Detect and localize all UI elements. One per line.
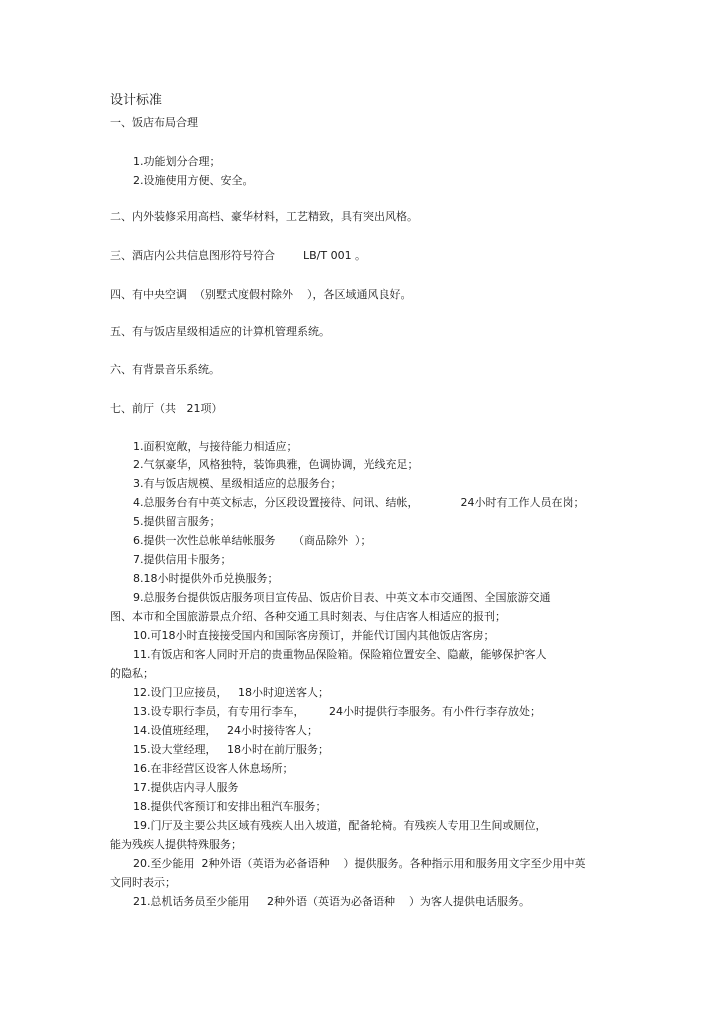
section-paragraph: 二、内外装修采用高档、豪华材料，工艺精致，具有突出风格。 bbox=[110, 210, 418, 223]
list-item: 8.18小时提供外币兑换服务； bbox=[133, 572, 279, 585]
list-item: 12.设门卫应接员， 18小时迎送客人； bbox=[133, 686, 329, 699]
list-item-continuation: 能为残疾人提供特殊服务； bbox=[110, 838, 242, 851]
list-item: 13.设专职行李员，有专用行李车， 24小时提供行李服务。有小件行李存放处； bbox=[133, 705, 541, 718]
list-item: 11.有饭店和客人同时开启的贵重物品保险箱。保险箱位置安全、隐蔽，能够保护客人 bbox=[133, 648, 547, 661]
list-item: 9.总服务台提供饭店服务项目宣传品、饭店价目表、中英文本市交通图、全国旅游交通 bbox=[133, 591, 551, 604]
list-item: 3.有与饭店规模、星级相适应的总服务台； bbox=[133, 477, 342, 490]
list-item: 4.总服务台有中英文标志，分区段设置接待、问讯、结帐， 24小时有工作人员在岗； bbox=[133, 496, 585, 509]
list-item: 21.总机话务员至少能用 2种外语（英语为必备语种 ）为客人提供电话服务。 bbox=[133, 895, 530, 908]
list-item-continuation: 的隐私； bbox=[110, 667, 154, 680]
list-item: 2.气氛豪华，风格独特，装饰典雅，色调协调，光线充足； bbox=[133, 458, 419, 471]
list-item: 1.功能划分合理； bbox=[133, 155, 221, 168]
list-item: 16.在非经营区设客人休息场所； bbox=[133, 762, 294, 775]
section-paragraph: 四、有中央空调 （别墅式度假村除外 ），各区域通风良好。 bbox=[110, 288, 412, 301]
section-paragraph: 五、有与饭店星级相适应的计算机管理系统。 bbox=[110, 325, 330, 338]
list-item: 14.设值班经理， 24小时接待客人； bbox=[133, 724, 318, 737]
list-item: 2.设施使用方便、安全。 bbox=[133, 174, 254, 187]
list-item: 15.设大堂经理， 18小时在前厅服务； bbox=[133, 743, 329, 756]
list-item-continuation: 图、本市和全国旅游景点介绍、各种交通工具时刻表、与住店客人相适应的报刊； bbox=[110, 610, 506, 623]
list-item: 5.提供留言服务； bbox=[133, 515, 221, 528]
section-heading: 七、前厅（共 21项） bbox=[110, 402, 223, 415]
list-item: 7.提供信用卡服务； bbox=[133, 553, 232, 566]
page-title: 设计标准 bbox=[110, 93, 163, 108]
section-heading: 一、饭店布局合理 bbox=[110, 116, 198, 129]
list-item: 1.面积宽敞，与接待能力相适应； bbox=[133, 440, 298, 453]
list-item: 6.提供一次性总帐单结帐服务 （商品除外 ）； bbox=[133, 534, 372, 547]
list-item-continuation: 文同时表示； bbox=[110, 876, 176, 889]
section-paragraph: 三、酒店内公共信息图形符号符合 LB/T 001 。 bbox=[110, 249, 367, 262]
section-paragraph: 六、有背景音乐系统。 bbox=[110, 363, 220, 376]
list-item: 17.提供店内寻人服务 bbox=[133, 781, 239, 794]
list-item: 20.至少能用 2种外语（英语为必备语种 ）提供服务。各种指示用和服务用文字至少用中英 bbox=[133, 857, 586, 870]
list-item: 19.门厅及主要公共区域有残疾人出入坡道，配备轮椅。有残疾人专用卫生间或厕位， bbox=[133, 819, 547, 832]
list-item: 10.可18小时直接接受国内和国际客房预订，并能代订国内其他饭店客房； bbox=[133, 629, 495, 642]
list-item: 18.提供代客预订和安排出租汽车服务； bbox=[133, 800, 327, 813]
